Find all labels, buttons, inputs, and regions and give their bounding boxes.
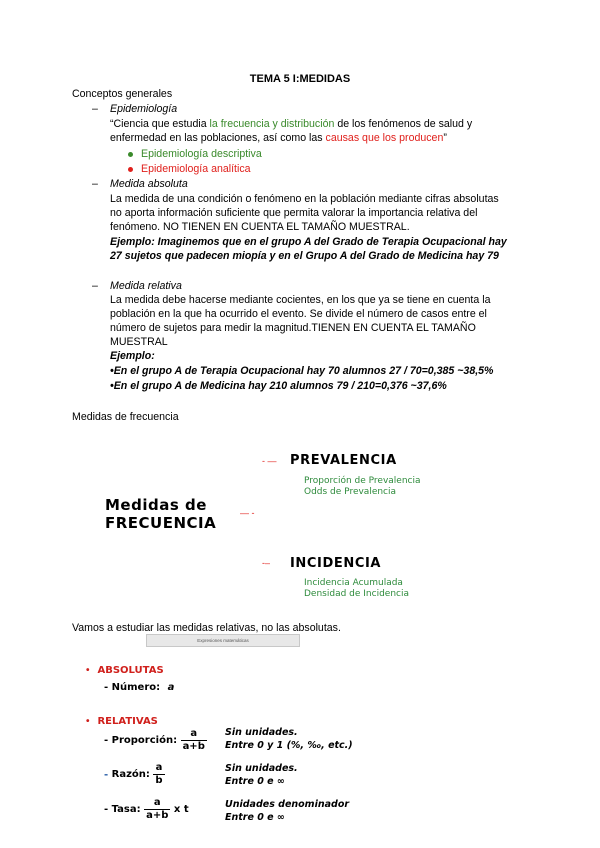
relativas-intro: Vamos a estudiar las medidas relativas, no las absolutas.: [72, 622, 341, 634]
relativas-label: RELATIVAS: [97, 716, 158, 727]
incidencia-heading: INCIDENCIA: [290, 556, 382, 571]
relativas-section: [86, 715, 158, 727]
text-line: número de sujetos para medir la magnitud.TIENEN EN CUENTA EL TAMAÑO: [110, 322, 476, 334]
numero-row: [104, 682, 174, 693]
example-line: •En el grupo A de Medicina hay 210 alumnos 79 / 210=0,376 ~37,6%: [110, 380, 447, 392]
note-line: Unidades denominador: [225, 799, 350, 810]
list-item: Epidemiología analítica: [128, 162, 251, 176]
bullet-icon: [128, 167, 133, 172]
incidencia-item: Incidencia Acumulada: [304, 578, 403, 588]
diagram-main-line1: Medidas de: [105, 496, 207, 514]
epidemiologia-def-line1: “Ciencia que estudia la frecuencia y distribución de los fenómenos de salud y: [110, 118, 473, 130]
bullet-icon: •: [86, 716, 90, 727]
proporcion-fraction: [181, 728, 207, 753]
prevalencia-item: Proporción de Prevalencia: [304, 476, 421, 486]
example-label: Ejemplo:: [110, 350, 155, 362]
proporcion-note: [225, 726, 353, 752]
dash-bullet: –: [92, 280, 98, 292]
text-line: MUESTRAL: [110, 336, 168, 348]
dash-bullet: –: [92, 103, 98, 115]
formula-bar: Expresiones matemáticas: [146, 634, 300, 647]
prevalencia-heading: PREVALENCIA: [290, 453, 397, 468]
connector-icon: -–: [262, 558, 271, 568]
bullet-icon: •: [86, 665, 90, 676]
page-title: TEMA 5 I:MEDIDAS: [249, 73, 351, 85]
proporcion-row: [104, 728, 207, 753]
razon-fraction: [153, 762, 164, 787]
tasa-multiplier: x t: [173, 804, 189, 815]
text-line: población en la que ha ocurrido el evento. Se divide el número de casos entre el: [110, 308, 487, 320]
proporcion-label: - Proporción:: [104, 735, 178, 746]
text-line: La medida debe hacerse mediante cocientes, en los que ya se tiene en cuenta la: [110, 294, 491, 306]
note-line: Entre 0 e ∞: [225, 776, 285, 787]
fraction-denominator: b: [155, 775, 163, 786]
razon-note: [225, 762, 298, 788]
medida-absoluta-label: Medida absoluta: [110, 178, 188, 190]
razon-row: - Razón: $\frac{a}{b}$: [104, 762, 163, 786]
prevalencia-item: Odds de Prevalencia: [304, 487, 397, 497]
fraction-denominator: a+b: [182, 741, 205, 752]
text-line: La medida de una condición o fenómeno en la población mediante cifras absolutas: [110, 193, 499, 205]
note-line: Sin unidades.: [225, 763, 298, 774]
note-line: Entre 0 e ∞: [225, 812, 285, 823]
epidemiologia-def-line2: enfermedad en las poblaciones, así como las causas que los producen”: [110, 132, 447, 144]
note-line: Sin unidades.: [225, 727, 298, 738]
fraction-numerator: a: [153, 762, 164, 775]
tasa-row: [104, 797, 189, 822]
diagram-main-title: [105, 496, 216, 532]
diagram-main-line2: FRECUENCIA: [105, 514, 217, 532]
example-line: Ejemplo: Imaginemos que en el grupo A del Grado de Terapia Ocupacional hay: [110, 236, 507, 248]
bullet-icon: [128, 152, 133, 157]
absolutas-label: ABSOLUTAS: [97, 665, 164, 676]
razon-label: Razón:: [111, 769, 150, 780]
text-line: fenómeno. NO TIENEN EN CUENTA EL TAMAÑO MUESTRAL.: [110, 221, 410, 233]
fraction-denominator: a+b: [146, 810, 169, 821]
list-item: Epidemiología descriptiva: [128, 147, 262, 161]
frecuencia-heading: Medidas de frecuencia: [72, 411, 179, 423]
fraction-numerator: a: [181, 728, 207, 741]
example-line: •En el grupo A de Terapia Ocupacional hay 70 alumnos 27 / 70=0,385 ~38,5%: [110, 365, 494, 377]
dash-bullet: –: [92, 178, 98, 190]
connector-icon: — -: [240, 508, 255, 518]
incidencia-item: Densidad de Incidencia: [304, 589, 409, 599]
text-line: no aporta información suficiente que permita valorar la importancia relativa del: [110, 207, 478, 219]
tasa-label: - Tasa:: [104, 804, 141, 815]
note-line: Entre 0 y 1 (%, ‰, etc.): [225, 740, 353, 751]
example-line: 27 sujetos que padecen miopía y en el Grupo A del Grado de Medicina hay 79: [110, 250, 499, 262]
tasa-fraction: [144, 797, 170, 822]
tasa-note: [225, 798, 349, 824]
epidemiologia-label: Epidemiología: [110, 103, 178, 115]
connector-icon: - —: [262, 456, 277, 466]
absolutas-section: [86, 664, 164, 676]
medida-relativa-label: Medida relativa: [110, 280, 182, 292]
numero-value: a: [167, 682, 175, 693]
fraction-numerator: a: [144, 797, 170, 810]
section-heading: Conceptos generales: [72, 88, 173, 100]
numero-label: - Número:: [104, 682, 161, 693]
